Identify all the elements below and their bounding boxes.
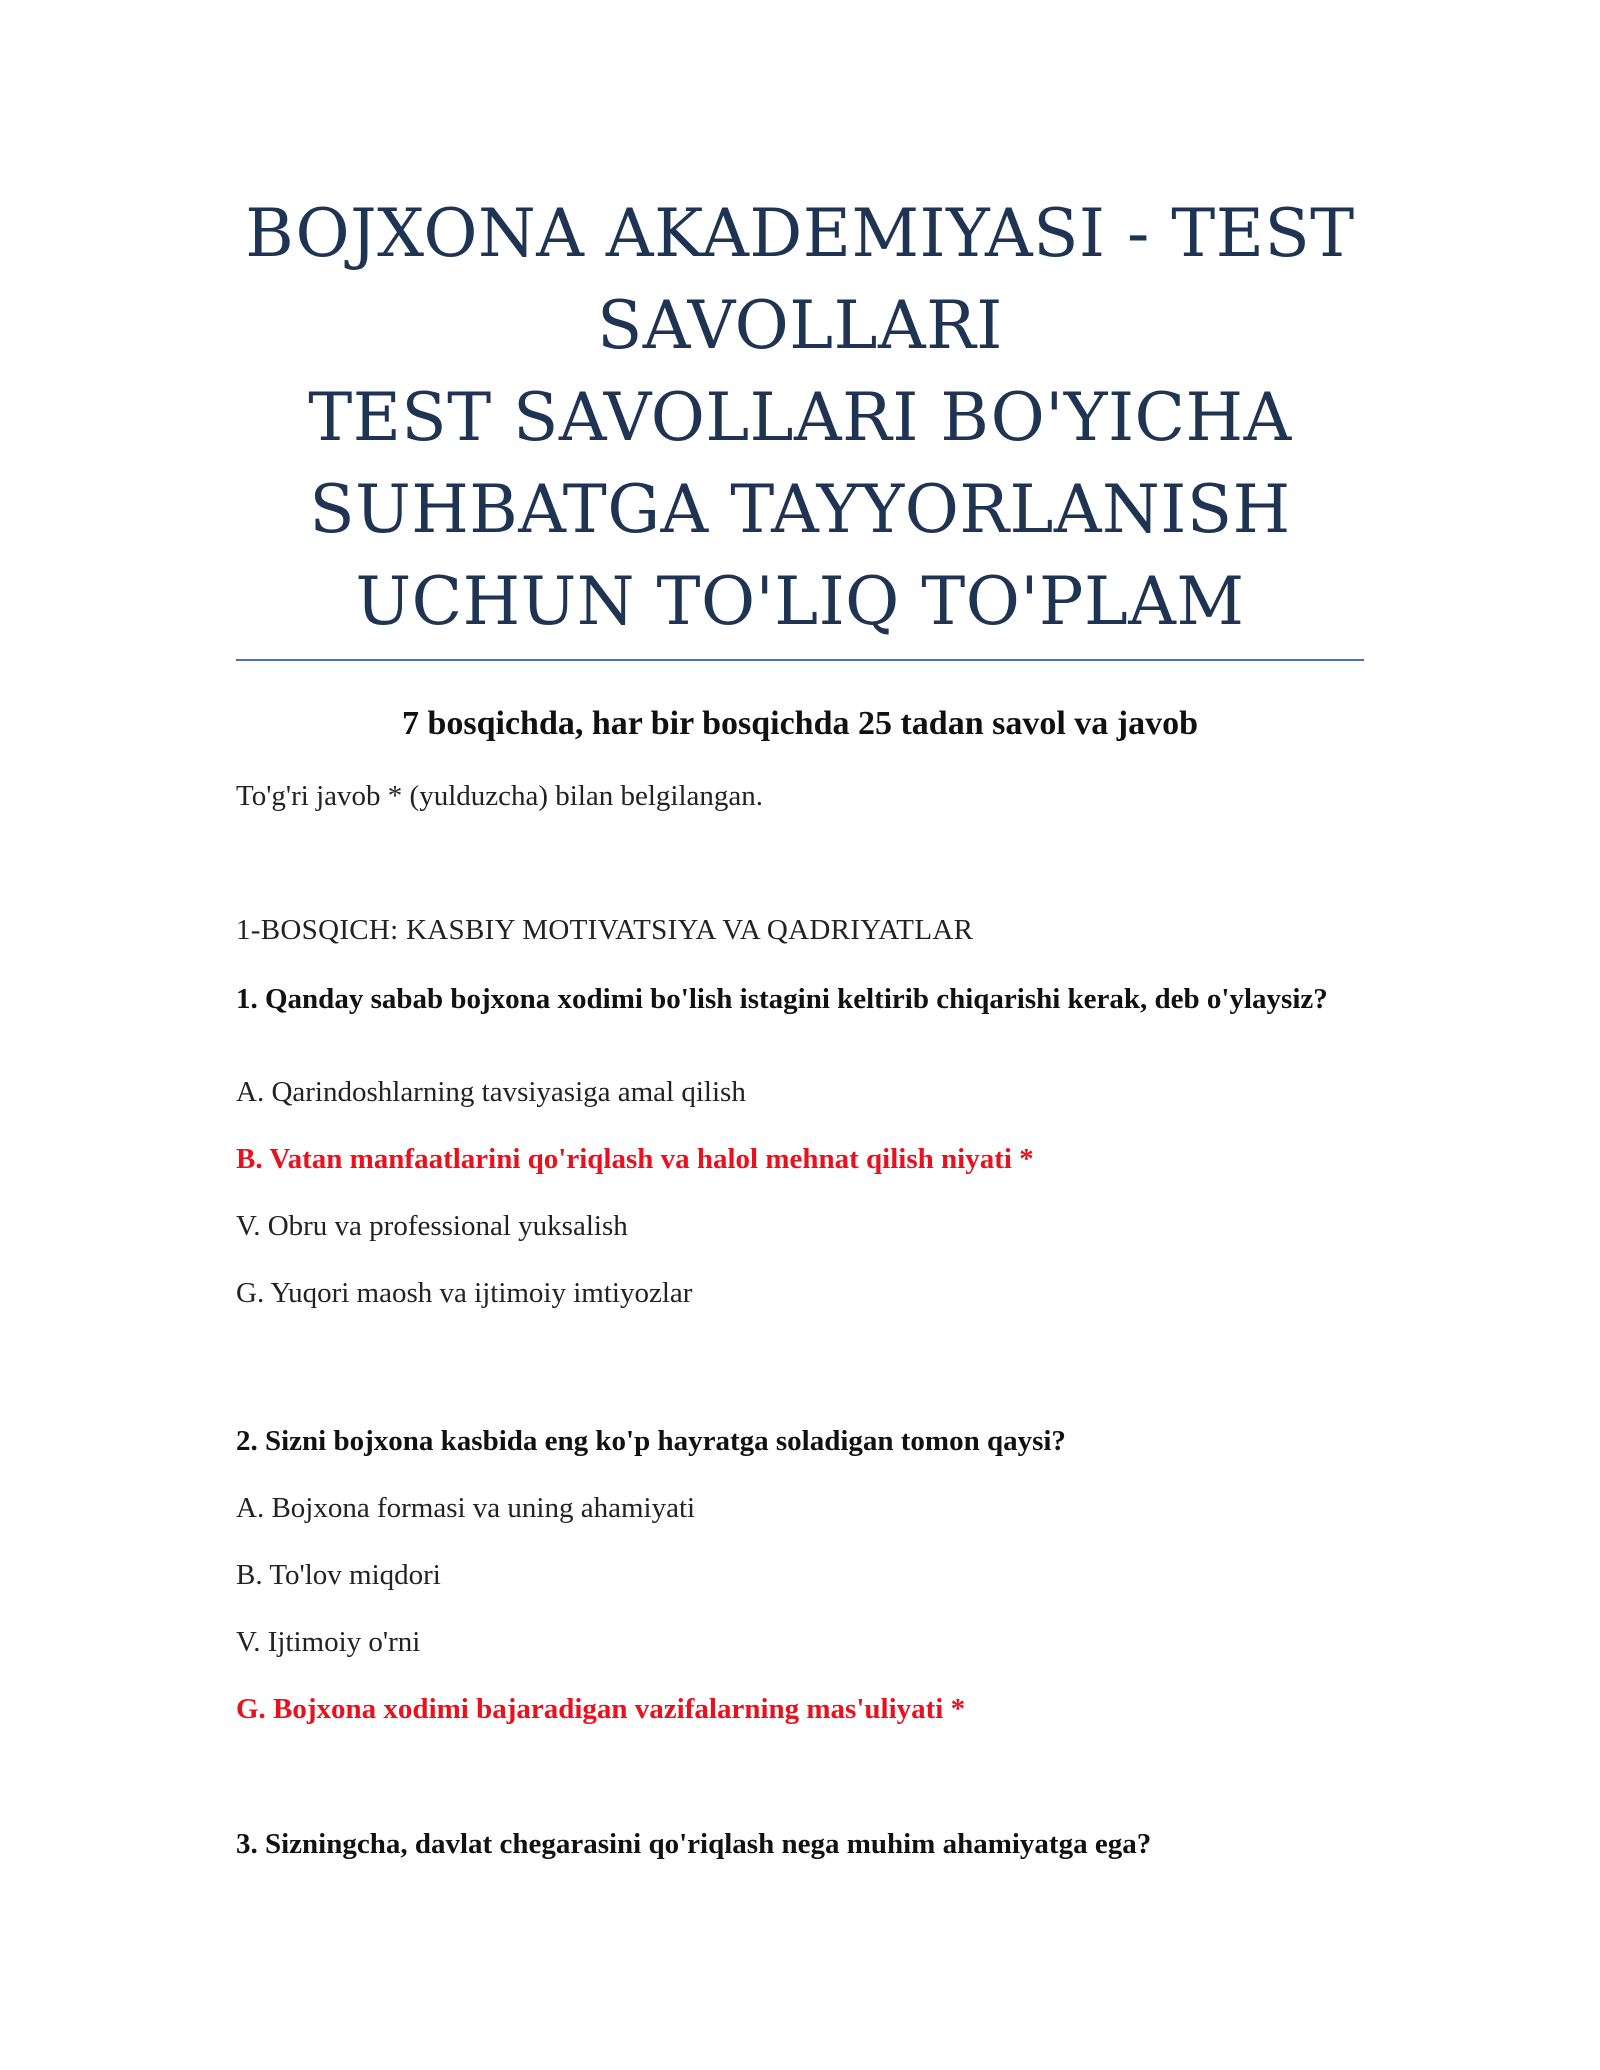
answer-option: V. Obru va professional yuksalish <box>236 1210 628 1242</box>
title-line: UCHUN TO'LIQ TO'PLAM <box>355 563 1245 640</box>
title-line: TEST SAVOLLARI BO'YICHA <box>308 379 1292 456</box>
document-subtitle: 7 bosqichda, har bir bosqichda 25 tadan savol va javob <box>401 705 1199 742</box>
question-text: 2. Sizni bojxona kasbida eng ko'p hayratga soladigan tomon qaysi? <box>236 1425 1066 1457</box>
title-line: BOJXONA AKADEMIYASI - TEST <box>245 195 1355 272</box>
document-title <box>236 188 1364 648</box>
title-line: SUHBATGA TAYYORLANISH <box>309 471 1291 548</box>
answer-option: G. Yuqori maosh va ijtimoiy imtiyozlar <box>236 1277 693 1309</box>
answer-option: V. Ijtimoiy o'rni <box>236 1626 421 1658</box>
title-divider <box>236 659 1364 661</box>
question-text: 1. Qanday sabab bojxona xodimi bo'lish istagini keltirib chiqarishi kerak, deb o'ylaysiz? <box>236 983 1328 1015</box>
answer-option: A. Bojxona formasi va uning ahamiyati <box>236 1492 696 1524</box>
answer-option-correct: B. Vatan manfaatlarini qo'riqlash va halol mehnat qilish niyati * <box>236 1143 1034 1175</box>
title-line: SAVOLLARI <box>597 287 1003 364</box>
answer-key-note: To'g'ri javob * (yulduzcha) bilan belgilangan. <box>236 780 764 812</box>
answer-option: A. Qarindoshlarning tavsiyasiga amal qilish <box>236 1076 746 1108</box>
question-text: 3. Sizningcha, davlat chegarasini qo'riqlash nega muhim ahamiyatga ega? <box>236 1828 1152 1860</box>
answer-option: B. To'lov miqdori <box>236 1559 441 1591</box>
section-heading: 1-BOSQICH: KASBIY MOTIVATSIYA VA QADRIYATLAR <box>236 914 974 946</box>
answer-option-correct: G. Bojxona xodimi bajaradigan vazifalarning mas'uliyati * <box>236 1693 966 1725</box>
